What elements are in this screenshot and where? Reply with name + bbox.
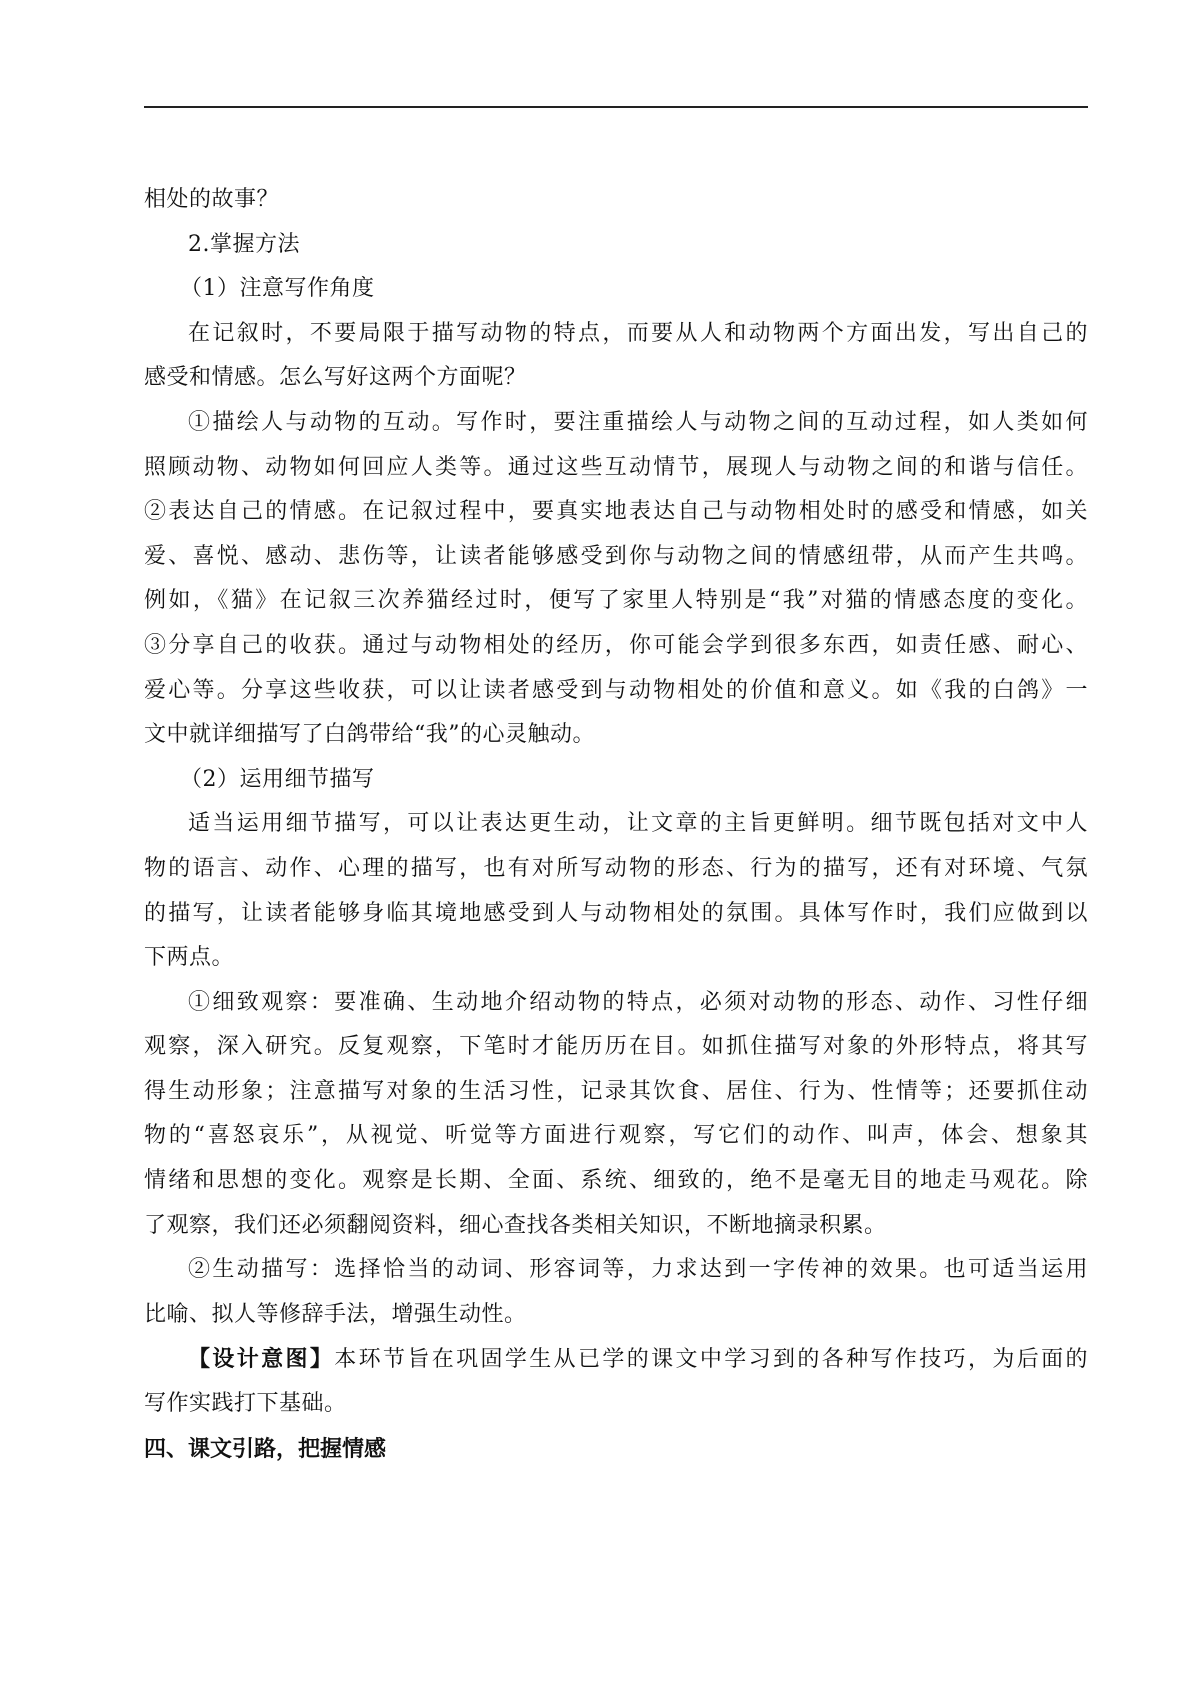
design-intent-line bbox=[144, 1337, 1088, 1382]
paragraph-line: ①细致观察：要准确、生动地介绍动物的特点，必须对动物的形态、动作、习性仔细 bbox=[188, 989, 1088, 1015]
paragraph-line: 相处的故事？ bbox=[144, 187, 280, 212]
paragraph-line: 物的语言、动作、心理的描写，也有对所写动物的形态、行为的描写，还有对环境、气氛 bbox=[144, 855, 1088, 881]
section-heading: 四、课文引路，把握情感 bbox=[144, 1435, 387, 1462]
paragraph-line: ②表达自己的情感。在记叙过程中，要真实地表达自己与动物相处时的感受和情感，如关 bbox=[144, 499, 1088, 525]
document-body bbox=[144, 178, 1088, 1471]
paragraph-line: 爱心等。分享这些收获，可以让读者感受到与动物相处的价值和意义。如《我的白鸽》一 bbox=[144, 677, 1088, 703]
paragraph-line: 观察，深入研究。反复观察，下笔时才能历历在目。如抓住描写对象的外形特点，将其写 bbox=[144, 1034, 1088, 1060]
subsection-heading: （2）运用细节描写 bbox=[180, 766, 375, 792]
paragraph-line: 下两点。 bbox=[144, 945, 235, 971]
design-intent-label: 【设计意图】 bbox=[188, 1346, 335, 1373]
paragraph-line: ③分享自己的收获。通过与动物相处的经历，你可能会学到很多东西，如责任感、耐心、 bbox=[144, 632, 1088, 658]
paragraph-line: 物的“喜怒哀乐”，从视觉、听觉等方面进行观察，写它们的动作、叫声，体会、想象其 bbox=[144, 1123, 1088, 1149]
paragraph-line: 写作实践打下基础。 bbox=[144, 1391, 347, 1417]
subsection-heading: （1）注意写作角度 bbox=[180, 276, 375, 302]
paragraph-line: 的描写，让读者能够身临其境地感受到人与动物相处的氛围。具体写作时，我们应做到以 bbox=[144, 900, 1088, 926]
section-subheading: 2.掌握方法 bbox=[188, 231, 300, 257]
paragraph-line: 得生动形象；注意描写对象的生活习性，记录其饮食、居住、行为、性情等；还要抓住动 bbox=[144, 1078, 1088, 1104]
paragraph-line: 适当运用细节描写，可以让表达更生动，让文章的主旨更鲜明。细节既包括对文中人 bbox=[188, 811, 1088, 837]
design-intent-text: 本环节旨在巩固学生从已学的课文中学习到的各种写作技巧，为后面的 bbox=[334, 1347, 1088, 1373]
paragraph-line: 感受和情感。怎么写好这两个方面呢？ bbox=[144, 365, 527, 391]
paragraph-line: 文中就详细描写了白鸽带给“我”的心灵触动。 bbox=[144, 722, 595, 748]
paragraph-line: 在记叙时，不要局限于描写动物的特点，而要从人和动物两个方面出发，写出自己的 bbox=[188, 320, 1088, 346]
paragraph-line: 照顾动物、动物如何回应人类等。通过这些互动情节，展现人与动物之间的和谐与信任。 bbox=[144, 454, 1088, 480]
paragraph-line: 例如，《猫》在记叙三次养猫经过时，便写了家里人特别是“我”对猫的情感态度的变化。 bbox=[144, 588, 1088, 614]
header-rule bbox=[144, 106, 1088, 108]
paragraph-line: 了观察，我们还必须翻阅资料，细心查找各类相关知识，不断地摘录积累。 bbox=[144, 1212, 887, 1238]
paragraph-line: ①描绘人与动物的互动。写作时，要注重描绘人与动物之间的互动过程，如人类如何 bbox=[188, 409, 1088, 435]
paragraph-line: 爱、喜悦、感动、悲伤等，让读者能够感受到你与动物之间的情感纽带，从而产生共鸣。 bbox=[144, 543, 1088, 569]
paragraph-line: 比喻、拟人等修辞手法，增强生动性。 bbox=[144, 1301, 527, 1327]
paragraph-line: ②生动描写：选择恰当的动词、形容词等，力求达到一字传神的效果。也可适当运用 bbox=[188, 1257, 1088, 1283]
paragraph-line: 情绪和思想的变化。观察是长期、全面、系统、细致的，绝不是毫无目的地走马观花。除 bbox=[144, 1168, 1088, 1194]
